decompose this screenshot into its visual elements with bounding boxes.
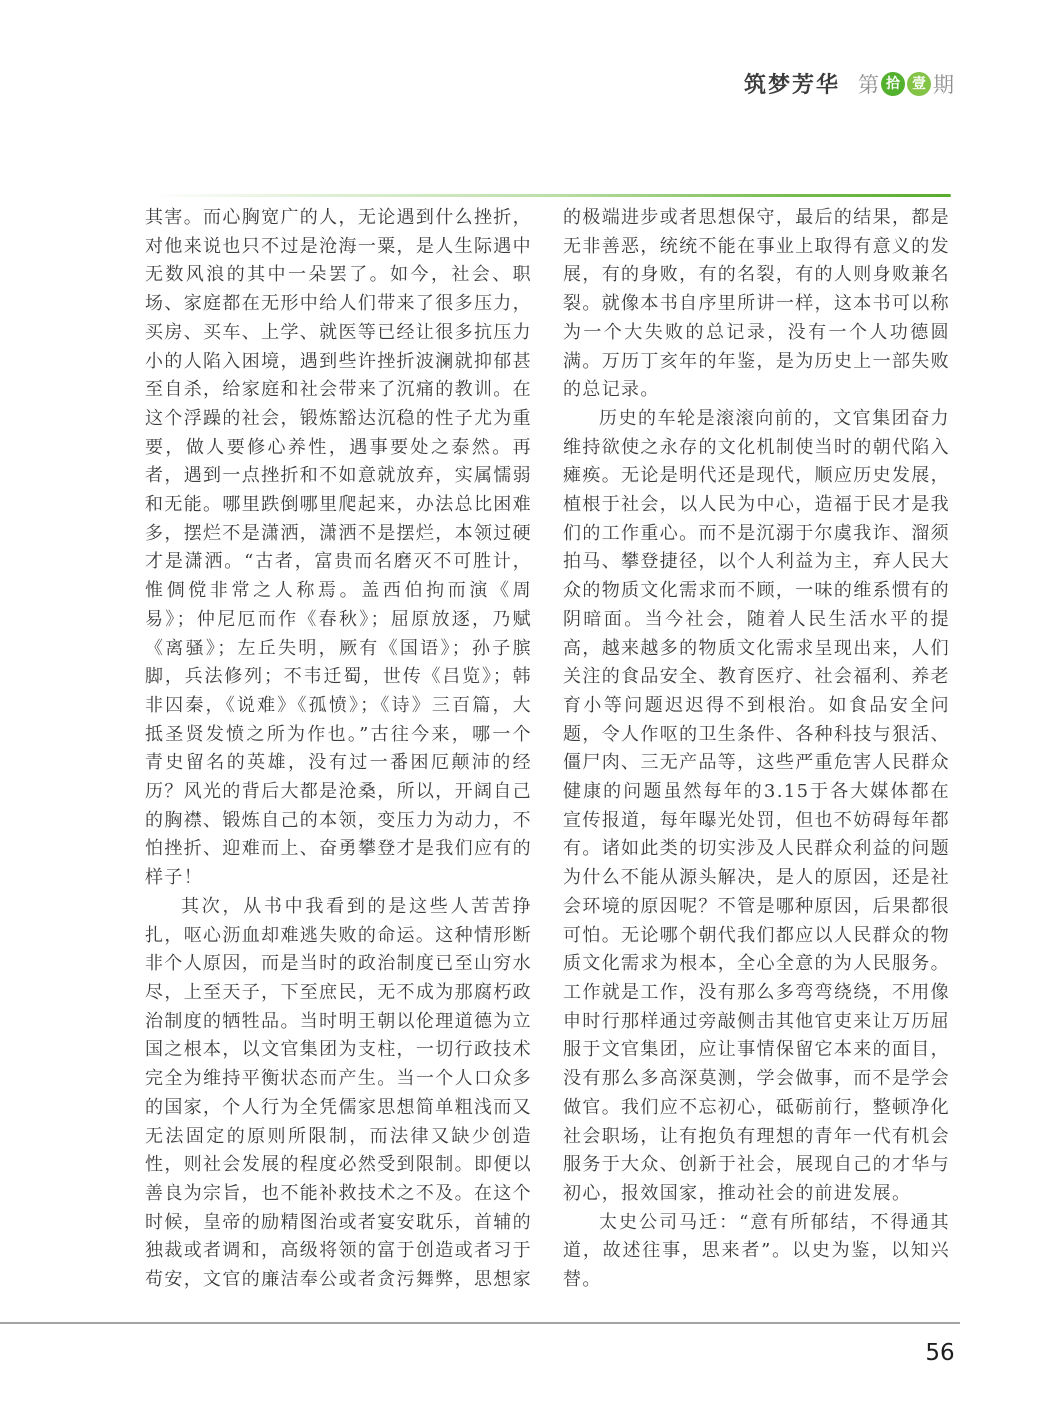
issue-suffix: 期 — [933, 72, 954, 97]
paragraph: 历史的车轮是滚滚向前的，文官集团奋力维持欲使之永存的文化机制使当时的朝代陷入瘫痪。无论是明代还是现代，顺应历史发展，植根于社会，以人民为中心，造福于民才是我们的工作重心。而不是沉溺于尔虞我诈、溜须拍马、攀登捷径，以个人利益为主，弃人民大众的物质文化需求而不顾，一味的维系惯有的阴暗面。当今社会，随着人民生活水平的提高，越来越多的物质文化需求呈现出来，人们关注的食品安全、教育医疗、社会福利、养老育小等问题迟迟得不到根治。如食品安全问题，令人作呕的卫生条件、各种科技与狠活、僵尸肉、三无产品等，这些严重危害人民群众健康的问题虽然每年的3.15于各大媒体都在宣传报道，每年曝光处罚，但也不妨碍每年都有。诸如此类的切实涉及人民群众利益的问题为什么不能从源头解决，是人的原因，还是社会环境的原因呢？不管是哪种原因，后果都很可怕。无论哪个朝代我们都应以人民群众的物质文化需求为根本，全心全意的为人民服务。工作就是工作，没有那么多弯弯绕绕，不用像申时行那样通过旁敲侧击其他官吏来让万历屈服于文官集团，应让事情保留它本来的面目，没有那么多高深莫测，学会做事，而不是学会做官。我们应不忘初心，砥砺前行，整顿净化社会职场，让有抱负有理想的青年一代有机会服务于大众、创新于社会，展现自己的才华与初心，报效国家，推动社会的前进发展。 — [563, 407, 950, 1204]
issue-number-badge-yi: 壹 — [907, 72, 931, 96]
article-body — [145, 204, 950, 1295]
issue-prefix: 第 — [858, 72, 879, 97]
magazine-title: 筑梦芳华 — [743, 73, 840, 98]
paragraph: 其害。而心胸宽广的人，无论遇到什么挫折，对他来说也只不过是沧海一粟，是人生际遇中无数风浪的其中一朵罢了。如今，社会、职场、家庭都在无形中给人们带来了很多压力，买房、买车、上学、就医等已经让很多抗压力小的人陷入困境，遇到些许挫折波澜就抑郁甚至自杀，给家庭和社会带来了沉痛的教训。在这个浮躁的社会，锻炼豁达沉稳的性子尤为重要，做人要修心养性，遇事要处之泰然。再者，遇到一点挫折和不如意就放弃，实属懦弱和无能。哪里跌倒哪里爬起来，办法总比困难多，摆烂不是潇洒，潇洒不是摆烂，本领过硬才是潇洒。“古者，富贵而名磨灭不可胜计，惟倜傥非常之人称焉。盖西伯拘而演《周易》；仲尼厄而作《春秋》；屈原放逐，乃赋《离骚》；左丘失明，厥有《国语》；孙子膑脚，兵法修列；不韦迁蜀，世传《吕览》；韩非囚秦，《说难》《孤愤》；《诗》三百篇，大抵圣贤发愤之所为作也。”古往今来，哪一个青史留名的英雄，没有过一番困厄颠沛的经历？风光的背后大都是沧桑，所以，开阔自己的胸襟、锻炼自己的本领，变压力为动力，不怕挫折、迎难而上、奋勇攀登才是我们应有的样子！ — [145, 207, 532, 889]
issue-number-badge-shi: 拾 — [881, 72, 905, 96]
header-masthead — [744, 68, 954, 99]
paragraph: 的极端进步或者思想保守，最后的结果，都是无非善恶，统统不能在事业上取得有意义的发展，有的身败，有的名裂，有的人则身败兼名裂。就像本书自序里所讲一样，这本书可以称为一个大失败的总记录，没有一个人功德圆满。万历丁亥年的年鉴，是为历史上一部失败的总记录。 — [563, 207, 950, 401]
issue-label — [858, 69, 954, 99]
footer-divider-rule — [0, 1322, 960, 1324]
page-number: 56 — [925, 1340, 955, 1366]
header-divider-rule — [150, 194, 951, 197]
left-column — [145, 204, 532, 1295]
right-column — [563, 204, 950, 1295]
paragraph: 其次，从书中我看到的是这些人苦苦挣扎，呕心沥血却难逃失败的命运。这种情形断非个人原因，而是当时的政治制度已至山穷水尽，上至天子，下至庶民，无不成为那腐朽政治制度的牺牲品。当时明王朝以伦理道德为立国之根本，以文官集团为支柱，一切行政技术完全为维持平衡状态而产生。当一个人口众多的国家，个人行为全凭儒家思想简单粗浅而又无法固定的原则所限制，而法律又缺少创造性，则社会发展的程度必然受到限制。即便以善良为宗旨，也不能补救技术之不及。在这个时候，皇帝的励精图治或者宴安耽乐，首辅的独裁或者调和，高级将领的富于创造或者习于苟安，文官的廉洁奉公或者贪污舞弊，思想家 — [145, 895, 532, 1291]
paragraph: 太史公司马迁：“意有所郁结，不得通其道，故述往事，思来者”。以史为鉴，以知兴替。 — [563, 1211, 950, 1291]
